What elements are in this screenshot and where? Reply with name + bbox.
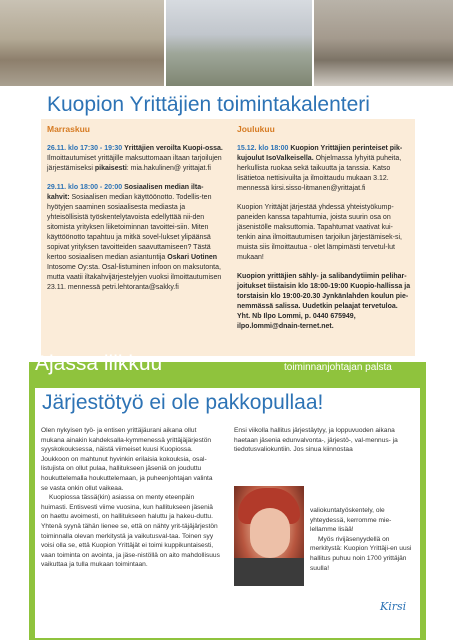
entry-text: Kuopion Yrittäjät järjestää yhdessä yhteistyökump-paneiden kanssa tapahtumia, joista suurin osa on jäsenistölle maksuttomia. Tapahtumat vaativat kui-tenkin aina ilmoittautumisen tarjoilun järjestämisek-si, muista siis ilmoittautua - olet lämpimästi tervetul-lut mukaan! bbox=[237, 204, 402, 261]
entry-lead: Sosiaalisen median ilta-kahvit: bbox=[47, 184, 204, 201]
calendar-entry bbox=[237, 272, 411, 332]
article-title: Järjestötyö ei ole pakkopullaa! bbox=[42, 391, 324, 414]
outdoor-walking-photo bbox=[164, 0, 311, 86]
calendar-entry bbox=[237, 203, 411, 263]
month-heading: Joulukuu bbox=[237, 124, 275, 134]
entry-tail: : mia.hakulinen@ yrittajat.fi bbox=[126, 165, 211, 172]
article-wrap-text bbox=[310, 506, 415, 573]
author-portrait bbox=[234, 486, 304, 586]
entry-tail: Intosome Oy:sta. Osal-listuminen infoon on maksutonta, mutta vaatii iltakahvijärjestelyjen vuoksi ilmoittautumisen 23.11. mennessä petri.lehtoranta@sakky.fi bbox=[47, 264, 222, 291]
meeting-photo bbox=[0, 0, 164, 86]
article-right-column bbox=[234, 426, 413, 455]
entry-date: 29.11. klo 18:00 - 20:00 bbox=[47, 184, 123, 191]
article-paragraph: Kuopiossa tässä(kin) asiassa on menty eteenpäin huimasti. Entisvesti viime vuosina, kun hallitukseen jäseniä on haettu avoimesti, on hallitukseen haluttu ja hakeu-duttu. Yhtenä syynä tähän lienee se, että on nähty yrit-täjäjärjestön toiminnalla olevan merkitystä ja vaikutusval-taa. Toinen syy voisi olla se, että Kuopion Yrittäjät ei toimi kuppikuntaisesti, vaan toiminta on avointa, ja jäse-nistöllä on aito mahdollisuus vaikuttaa ja tulla mukaan toimintaan. bbox=[41, 494, 220, 569]
entry-lead: Kuopion yrittäjien sähly- ja salibandytiimin pelihar-joitukset tiistaisin klo 18:00-19:00 Kuopio-hallissa ja torstaisin klo 19:00-20.30 Jynkänlahden koulun pie-nemmässä salissa. Uudetkin pelaajat tervetuloa. Yht. Nb Ilpo Lommi, p. 0440 675949, ilpo.lommi@dnain-ternet.net. bbox=[237, 273, 411, 330]
month-heading: Marraskuu bbox=[47, 124, 90, 134]
article-left-column bbox=[41, 426, 220, 570]
calendar-column-november bbox=[47, 124, 223, 302]
calendar-entry bbox=[47, 183, 223, 293]
section-tag: toiminnanjohtajan palsta bbox=[284, 362, 392, 373]
entry-text: Ilmoittautumiset yrittäjille maksuttomaan iltaan tarjoilujen järjestämiseksi bbox=[47, 155, 222, 172]
portrait-body bbox=[234, 558, 304, 586]
calendar-column-december bbox=[237, 124, 411, 341]
entry-text: Ohjelmassa lyhyitä puheita, herkullista ruokaa sekä taikuutta ja tanssia. Katso lisätietoa nettisivuilta ja ilmoittaudu mukaan 3.12. mennessä kirsi.sisso-litmanen@yrittajat.fi bbox=[237, 155, 402, 192]
entry-date: 26.11. klo 17:30 - 19:30 bbox=[47, 145, 123, 152]
article-paragraph: Ensi viikolla hallitus järjestäytyy, ja loppuvuoden aikana haetaan jäsenia edunvalvonta-, järjestö-, val-mennus- ja tiedotusvaliokuntiin. Jos sinua kiinnostaa bbox=[234, 427, 398, 454]
section-title: Ajassa liikkuu bbox=[35, 352, 163, 375]
entry-lead: Yrittäjien veroilta Kuopi-ossa. bbox=[124, 145, 223, 152]
article-paragraph: valiokuntatyöskentely, ole yhteydessä, kerromme mie-lellamme lisää! bbox=[310, 507, 392, 534]
calendar-title: Kuopion Yrittäjien toimintakalenteri bbox=[47, 93, 370, 116]
portrait-face bbox=[250, 508, 290, 558]
entry-date: 15.12. klo 18:00 bbox=[237, 145, 289, 152]
entry-emphasis: pikaisesti bbox=[94, 165, 127, 172]
article-paragraph: Myös rivijäsenyydellä on merkitystä: Kuopion Yrittäji-en uusi hallitus puhuu noin 1700 yrittäjän suulla! bbox=[310, 535, 412, 572]
entry-emphasis: Oskari Uotinen bbox=[167, 254, 218, 261]
entry-lead: Kuopion Yrittäjien perinteiset pik-kujoulut IsoValkeisella. bbox=[237, 145, 403, 162]
calendar-entry bbox=[237, 144, 411, 194]
article-paragraph: Olen nykyisen työ- ja entisen yrittäjäurani aikana ollut mukana ainakin kahdeksalla-kymmenessä yrittäjäjärjestön syyskokouksessa, näistä viimeiset kuusi Kuopiossa. Joukkoon on mahtunut hyvinkin erilaisia kokouksia, osal-listujista on ollut pulaa, hallitukseen jäseniä on jouduttu houkuttelemalla houkuttelemaan, ja puheenjohtajan valinta se vasta onkin ollut vaikeaa. bbox=[41, 427, 213, 492]
author-signature: Kirsi bbox=[380, 600, 407, 613]
calendar-box bbox=[41, 119, 415, 356]
header-photo-strip bbox=[0, 0, 453, 86]
calendar-entry bbox=[47, 144, 223, 174]
audience-photo bbox=[312, 0, 453, 86]
entry-text: Sosiaalisen median käyttöönotto. Todellis-ten hyötyjen saaminen sosiaalisesta mediasta ja yhteisöllisistä työskentelytavoista edellyttää nii-den sitomista yrityksen liiketoiminnan tavoittei-siin. Miten käyttöönotto tapahtuu ja mitkä sovel-lukset ylipäänsä sopivat yrityksen tavoitteiden saavuttamiseen? Tästä kertoo sosiaalisen median asiantuntija bbox=[47, 194, 212, 261]
